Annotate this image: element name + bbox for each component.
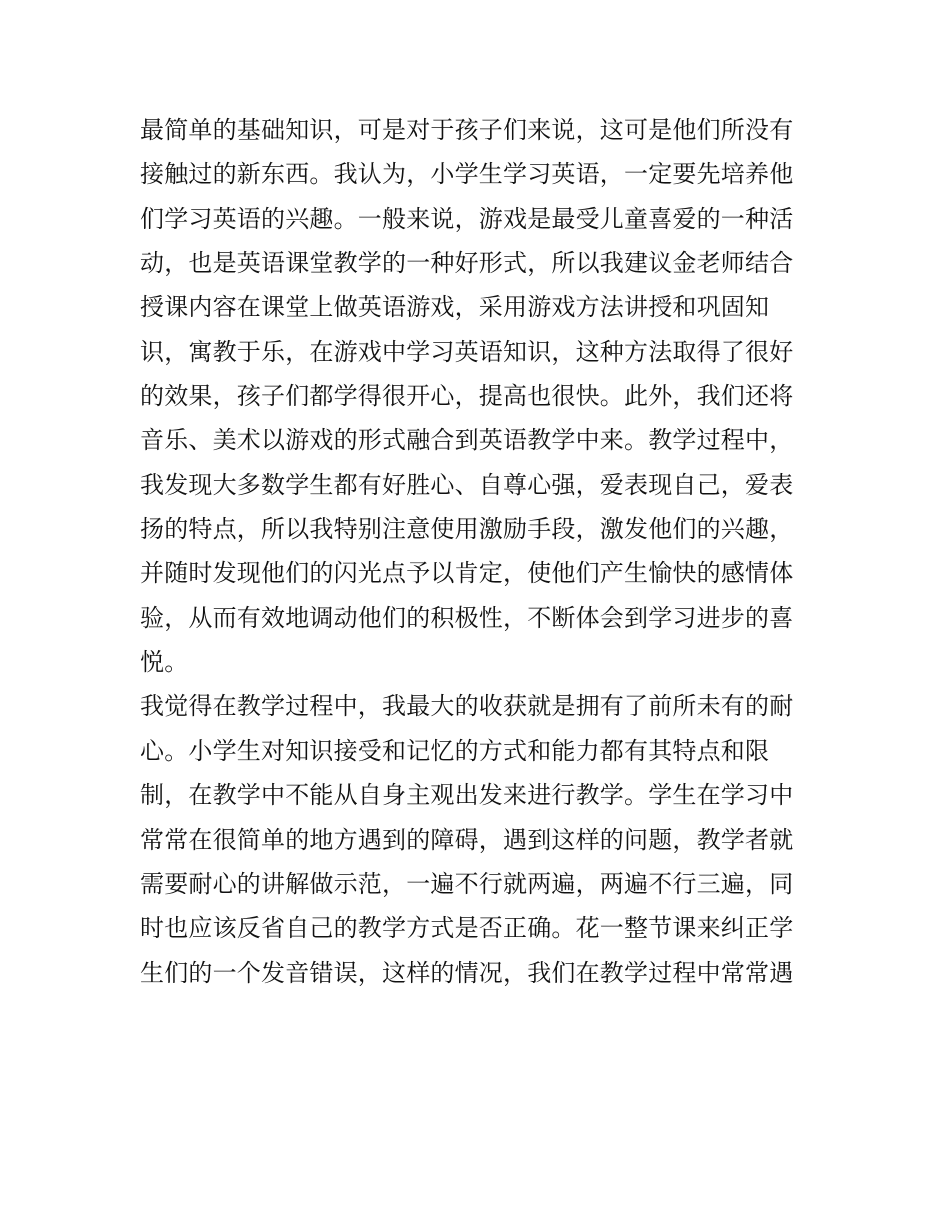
text-line: 我发现大多数学生都有好胜心、自尊心强，爱表现自己，爱表: [140, 470, 794, 499]
text-line: 制，在教学中不能从自身主观出发来进行教学。学生在学习中: [140, 781, 794, 810]
text-line: 音乐、美术以游戏的形式融合到英语教学中来。教学过程中，: [140, 426, 794, 455]
text-line: 的效果，孩子们都学得很开心，提高也很快。此外，我们还将: [140, 382, 794, 411]
text-line: 授课内容在课堂上做英语游戏，采用游戏方法讲授和巩固知: [140, 293, 770, 322]
text-line: 识，寓教于乐，在游戏中学习英语知识，这种方法取得了很好: [140, 337, 794, 366]
text-line: 悦。: [140, 648, 189, 677]
text-line: 心。小学生对知识接受和记忆的方式和能力都有其特点和限: [140, 736, 770, 765]
text-line: 时也应该反省自己的教学方式是否正确。花一整节课来纠正学: [140, 914, 794, 943]
text-line: 我觉得在教学过程中，我最大的收获就是拥有了前所未有的耐: [140, 692, 794, 721]
text-line: 们学习英语的兴趣。一般来说，游戏是最受儿童喜爱的一种活: [140, 204, 794, 233]
text-line: 并随时发现他们的闪光点予以肯定，使他们产生愉快的感情体: [140, 559, 794, 588]
text-line: 生们的一个发音错误，这样的情况，我们在教学过程中常常遇: [140, 958, 794, 987]
text-line: 最简单的基础知识，可是对于孩子们来说，这可是他们所没有: [140, 116, 794, 144]
text-line: 需要耐心的讲解做示范，一遍不行就两遍，两遍不行三遍，同: [140, 869, 794, 898]
text-line: 扬的特点，所以我特别注意使用激励手段，激发他们的兴趣，: [140, 515, 794, 544]
text-line: 常常在很简单的地方遇到的障碍，遇到这样的问题，教学者就: [140, 825, 794, 854]
body-text: [140, 108, 820, 995]
text-line: 动，也是英语课堂教学的一种好形式，所以我建议金老师结合: [140, 249, 794, 278]
text-line: 接触过的新东西。我认为，小学生学习英语，一定要先培养他: [140, 160, 794, 189]
text-line: 验，从而有效地调动他们的积极性，不断体会到学习进步的喜: [140, 603, 794, 632]
